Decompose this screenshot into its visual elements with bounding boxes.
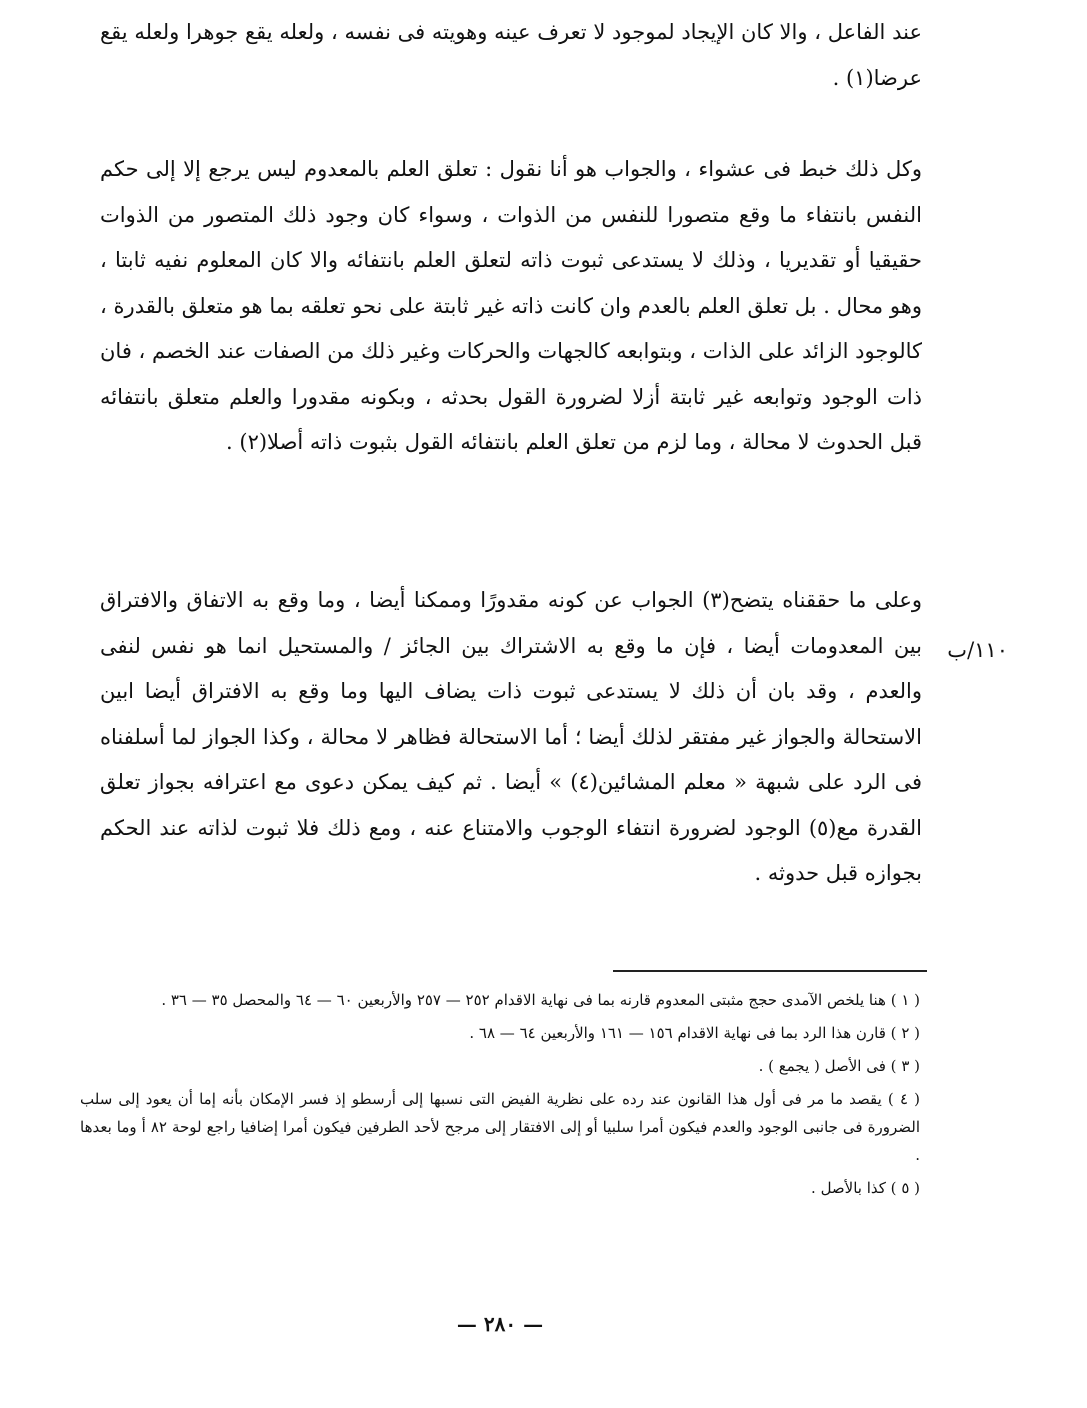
footnote-4: ( ٤ ) يقصد ما مر فى أول هذا القانون عند رده على نظرية الفيض التى نسبها إلى أرسطو إذ فسر الإمكان بأنه إما أن يعود إلى سلب الضرورة فى جانبى الوجود والعدم فيكون أمرا سلبيا أو إلى الافتقار إلى مرجح لأحد الطرفين فيكون أمرا إضافيا راجع لوحة ٨٢ أ وما بعدها . xyxy=(80,1090,920,1164)
folio-margin-note: ١١٠/ب xyxy=(947,638,1008,662)
page-number: — ٢٨٠ — xyxy=(456,1312,544,1336)
footnote-5: ( ٥ ) كذا بالأصل . xyxy=(811,1179,920,1197)
paragraph-1: عند الفاعل ، والا كان الإيجاد لموجود لا تعرف عينه وهويته فى نفسه ، ولعله يقع جوهرا ولعله يقع عرضا(١) . xyxy=(100,20,922,90)
footnote-2: ( ٢ ) قارن هذا الرد بما فى نهاية الاقدام ١٥٦ — ١٦١ والأربعين ٦٤ — ٦٨ . xyxy=(469,1024,920,1042)
paragraph-2: وكل ذلك خبط فى عشواء ، والجواب هو أنا نقول : تعلق العلم بالمعدوم ليس يرجع إلا إلى حكم النفس بانتفاء ما وقع متصورا للنفس من الذوات ، وسواء كان وجود ذلك المتصور من الذوات حقيقيا أو تقديريا ، وذلك لا يستدعى ثبوت ذاته لتعلق العلم بانتفائه والا كان المعلوم نفيه ثابتا ، وهو محال . بل تعلق العلم بالعدم وان كانت ذاته غير ثابتة على نحو تعلقه بما هو متعلق بالقدرة ، كالوجود الزائد على الذات ، وبتوابعه كالجهات والحركات وغير ذلك من الصفات عند الخصم ، فان ذات الوجود وتوابعه غير ثابتة أزلا لضرورة القول بحدثه ، وبكونه مقدورا والعلم متعلق بانتفائه قبل الحدوث لا محالة ، وما لزم من تعلق العلم بانتفائه القول بثبوت ذاته أصلا(٢) . xyxy=(100,157,922,454)
paragraph-3: وعلى ما حققناه يتضح(٣) الجواب عن كونه مقدورًا وممكنا أيضا ، وما وقع به الاتفاق والافتراق بين المعدومات أيضا ، فإن ما وقع به الاشتراك بين الجائز / والمستحيل انما هو نفس لنفى والعدم ، وقد بان أن ذلك لا يستدعى ثبوت ذات يضاف اليها وما وقع به الافتراق أيضا ابين الاستحالة والجواز غير مفتقر لذلك أيضا ؛ أما الاستحالة فظاهر لا محالة ، وكذا الجواز لما أسلفناه فى الرد على شبهة « معلم المشائين(٤) » أيضا . ثم كيف يمكن دعوى مع اعترافه بجواز تعلق القدرة مع(٥) الوجود لضرورة انتفاء الوجوب والامتناع عنه ، ومع ذلك فلا ثبوت لذاته عند الحكم بجوازه قبل حدوثه . xyxy=(100,588,922,885)
footnote-1: ( ١ ) هنا يلخص الآمدى حجج مثبتى المعدوم قارنه بما فى نهاية الاقدام ٢٥٢ — ٢٥٧ والأربعين ٦٠ — ٦٤ والمحصل ٣٥ — ٣٦ . xyxy=(161,991,920,1009)
footnote-3: ( ٣ ) فى الأصل ( يجمع ) . xyxy=(758,1057,920,1075)
footnotes xyxy=(80,986,920,1207)
footnote-separator xyxy=(613,970,927,972)
